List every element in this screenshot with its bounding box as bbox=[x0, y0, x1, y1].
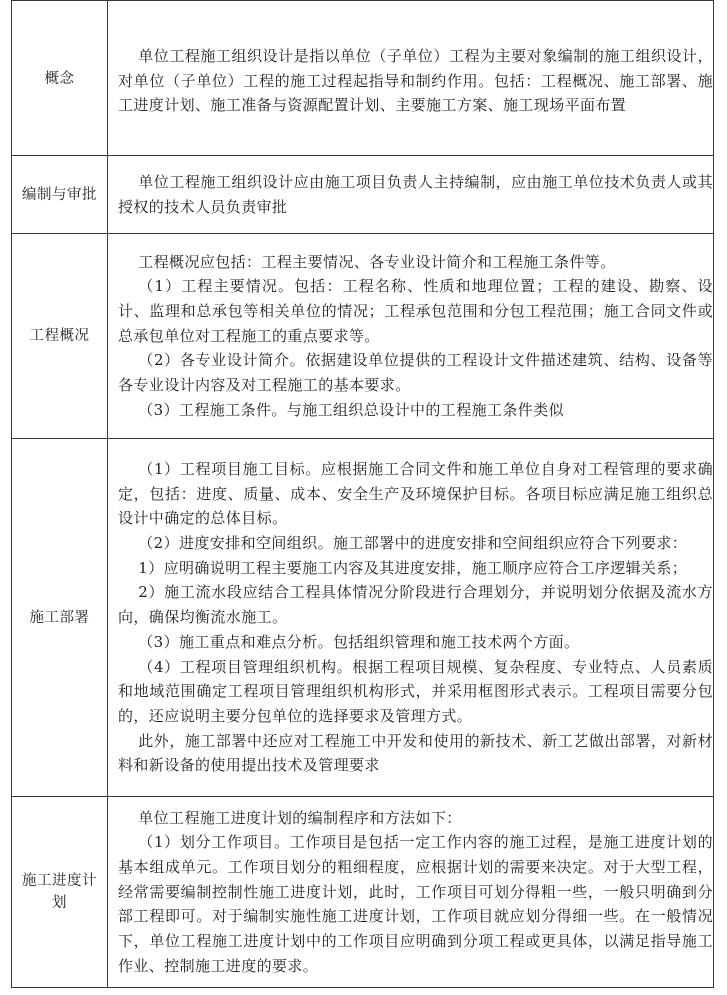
table-row-deployment bbox=[12, 439, 714, 797]
row-label: 工程概况 bbox=[12, 234, 108, 439]
row-label: 施工部署 bbox=[12, 439, 108, 797]
table-row-compile-approve bbox=[12, 156, 714, 234]
table-row-schedule bbox=[12, 797, 714, 988]
paragraph: 2）施工流水段应结合工程具体情况分阶段进行合理划分，并说明划分依据及流水方向，确保均衡流水施工。 bbox=[118, 583, 713, 627]
paragraph: 工程概况应包括：工程主要情况、各专业设计简介和工程施工条件等。 bbox=[138, 252, 616, 271]
paragraph: （2）进度安排和空间组织。施工部署中的进度安排和空间组织应符合下列要求： bbox=[138, 534, 688, 553]
paragraph: （2）各专业设计简介。依据建设单位提供的工程设计文件描述建筑、结构、设备等各专业设计内容及对工程施工的基本要求。 bbox=[118, 351, 713, 395]
paragraph: （1）工程项目施工目标。应根据施工合同文件和施工单位自身对工程管理的要求确定，包括：进度、质量、成本、安全生产及环境保护目标。各项目标应满足施工组织总设计中确定的总体目标。 bbox=[118, 459, 713, 528]
document-page bbox=[11, 0, 714, 988]
paragraph: 1）应明确说明工程主要施工内容及其进度安排，施工顺序应符合工序逻辑关系； bbox=[138, 558, 688, 577]
row-label: 编制与审批 bbox=[12, 156, 108, 234]
row-content bbox=[108, 1, 714, 156]
construction-organization-table bbox=[11, 0, 714, 988]
row-label: 施工进度计划 bbox=[12, 797, 108, 988]
row-label: 概念 bbox=[12, 1, 108, 156]
table-row-project-overview bbox=[12, 234, 714, 439]
paragraph: （3）施工重点和难点分析。包括组织管理和施工技术两个方面。 bbox=[138, 632, 580, 651]
paragraph: 单位工程施工进度计划的编制程序和方法如下： bbox=[138, 808, 462, 827]
paragraph: （4）工程项目管理组织机构。根据工程项目规模、复杂程度、专业特点、人员素质和地域范围确定工程项目管理组织机构形式，并采用框图形式表示。工程项目需要分包的，还应说明主要分包单位的选择要求及管理方式。 bbox=[118, 657, 713, 725]
row-content bbox=[108, 797, 714, 988]
paragraph: （1）工程主要情况。包括：工程名称、性质和地理位置；工程的建设、勘察、设计、监理和总承包等相关单位的情况；工程承包范围和分包工程范围；施工合同文件或总承包单位对工程施工的重点要求等。 bbox=[118, 277, 713, 345]
row-content bbox=[108, 156, 714, 234]
row-content bbox=[108, 439, 714, 797]
paragraph: （1）划分工作项目。工作项目是包括一定工作内容的施工过程，是施工进度计划的基本组成单元。工作项目划分的粗细程度，应根据计划的需要来决定。对于大型工程，经常需要编制控制性施工进度计划，此时，工作项目可划分得粗一些，一般只明确到分部工程即可。对于编制实施性施工进度计划，工作项目就应划分得细一些。在一般情况下，单位工程施工进度计划中的工作项目应明确到分项工程或更具体，以满足指导施工作业、控制施工进度的要求。 bbox=[118, 833, 713, 975]
row-content bbox=[108, 234, 714, 439]
table-row-concept bbox=[12, 1, 714, 156]
paragraph: 单位工程施工组织设计应由施工项目负责人主持编制，应由施工单位技术负责人或其授权的技术人员负责审批 bbox=[118, 172, 713, 216]
paragraph: 此外，施工部署中还应对工程施工中开发和使用的新技术、新工艺做出部署，对新材料和新设备的使用提出技术及管理要求 bbox=[118, 731, 713, 775]
paragraph: 单位工程施工组织设计是指以单位（子单位）工程为主要对象编制的施工组织设计，对单位（子单位）工程的施工过程起指导和制约作用。包括：工程概况、施工部署、施工进度计划、施工准备与资源配置计划、主要施工方案、施工现场平面布置 bbox=[118, 46, 713, 115]
paragraph: （3）工程施工条件。与施工组织总设计中的工程施工条件类似 bbox=[138, 400, 564, 419]
